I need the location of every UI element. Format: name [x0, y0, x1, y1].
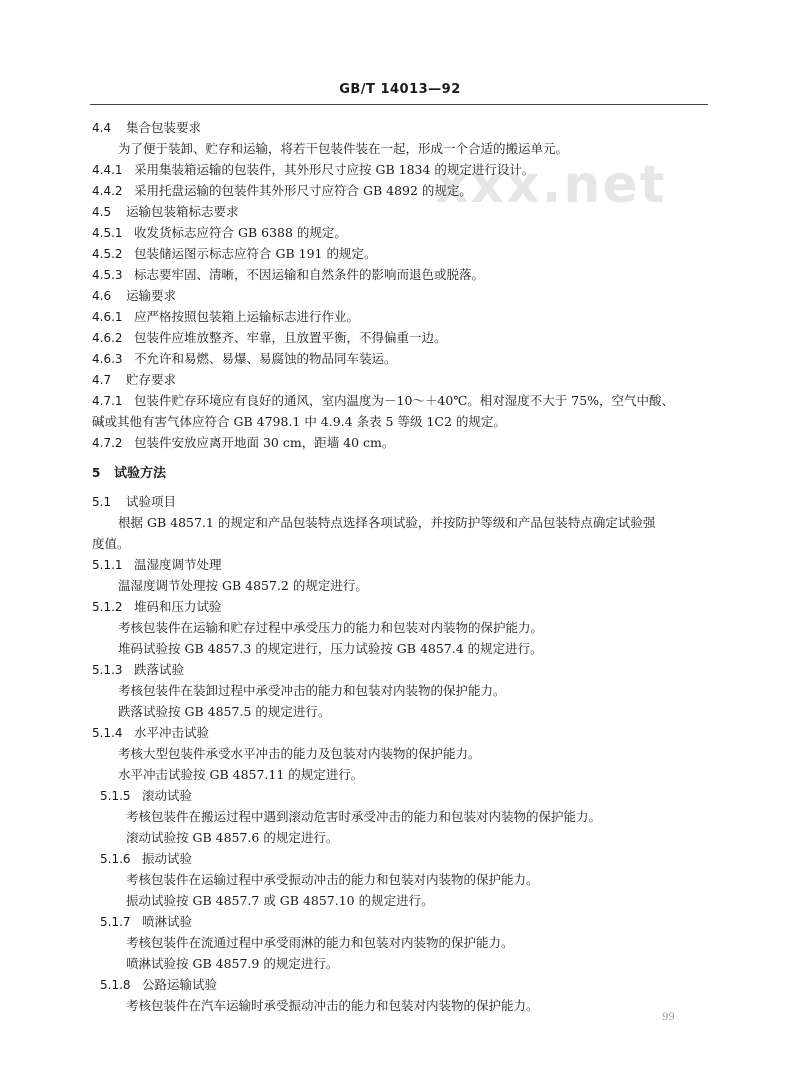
clause-text: 考核包装件在流通过程中承受雨淋的能力和包装对内装物的保护能力。	[126, 935, 514, 950]
clause-text: 4.5.2 包装储运图示标志应符合 GB 191 的规定。	[92, 246, 377, 261]
clause-text: 碱或其他有害气体应符合 GB 4798.1 中 4.9.4 条表 5 等级 1C2 的规定。	[92, 414, 506, 429]
clause-text: 根据 GB 4857.1 的规定和产品包装特点选择各项试验，并按防护等级和产品包装特点确定试验强	[118, 515, 656, 530]
clause-text: 温湿度调节处理按 GB 4857.2 的规定进行。	[118, 578, 368, 593]
clause-text: 喷淋试验按 GB 4857.9 的规定进行。	[126, 956, 339, 971]
clause-text: 4.6.1 应严格按照包装箱上运输标志进行作业。	[92, 309, 360, 324]
clause-text: 滚动试验按 GB 4857.6 的规定进行。	[126, 830, 339, 845]
clause-heading: 5.1.2 堆码和压力试验	[92, 599, 222, 614]
clause-heading: 5.1.1 温湿度调节处理	[92, 557, 222, 572]
clause-heading: 4.7 贮存要求	[92, 372, 177, 387]
clause-text: 考核大型包装件承受水平冲击的能力及包装对内装物的保护能力。	[118, 746, 481, 761]
document-header: GB/T 14013—92	[339, 82, 461, 97]
header-rule	[90, 104, 708, 105]
clause-heading: 4.5 运输包装箱标志要求	[92, 204, 239, 219]
clause-heading: 4.4 集合包装要求	[92, 120, 202, 135]
clause-text: 4.5.3 标志要牢固、清晰，不因运输和自然条件的影响而退色或脱落。	[92, 267, 485, 282]
clause-heading: 5.1.5 滚动试验	[100, 788, 193, 803]
clause-text: 考核包装件在搬运过程中遇到滚动危害时承受冲击的能力和包装对内装物的保护能力。	[126, 809, 602, 824]
clause-heading: 5.1 试验项目	[92, 494, 177, 509]
clause-heading: 5.1.8 公路运输试验	[100, 977, 218, 992]
clause-text: 4.5.1 收发货标志应符合 GB 6388 的规定。	[92, 225, 347, 240]
clause-text: 振动试验按 GB 4857.7 或 GB 4857.10 的规定进行。	[126, 893, 434, 908]
clause-text: 考核包装件在装卸过程中承受冲击的能力和包装对内装物的保护能力。	[118, 683, 506, 698]
watermark: xxx.net	[435, 155, 667, 215]
clause-text: 度值。	[92, 536, 130, 551]
clause-text: 考核包装件在运输过程中承受振动冲击的能力和包装对内装物的保护能力。	[126, 872, 539, 887]
clause-text: 水平冲击试验按 GB 4857.11 的规定进行。	[118, 767, 364, 782]
page-number: 99	[662, 1012, 675, 1023]
clause-text: 跌落试验按 GB 4857.5 的规定进行。	[118, 704, 331, 719]
clause-text: 4.4.1 采用集装箱运输的包装件，其外形尺寸应按 GB 1834 的规定进行设计。	[92, 162, 535, 177]
clause-text: 考核包装件在运输和贮存过程中承受压力的能力和包装对内装物的保护能力。	[118, 620, 544, 635]
clause-heading: 5.1.3 跌落试验	[92, 662, 185, 677]
clause-text: 4.7.1 包装件贮存环境应有良好的通风，室内温度为－10～＋40℃。相对湿度不大于 75%，空气中酸、	[92, 393, 675, 408]
clause-text: 堆码试验按 GB 4857.3 的规定进行，压力试验按 GB 4857.4 的规定进行。	[118, 641, 543, 656]
clause-heading: 4.6 运输要求	[92, 288, 177, 303]
clause-text: 4.6.2 包装件应堆放整齐、牢靠，且放置平衡，不得偏重一边。	[92, 330, 447, 345]
clause-text: 4.4.2 采用托盘运输的包装件其外形尺寸应符合 GB 4892 的规定。	[92, 183, 472, 198]
clause-text: 4.7.2 包装件安放应离开地面 30 cm，距墙 40 cm。	[92, 435, 395, 450]
section-heading: 5 试验方法	[92, 466, 167, 481]
clause-heading: 5.1.7 喷淋试验	[100, 914, 193, 929]
clause-heading: 5.1.6 振动试验	[100, 851, 193, 866]
clause-text: 4.6.3 不允许和易燃、易爆、易腐蚀的物品同车装运。	[92, 351, 397, 366]
clause-heading: 5.1.4 水平冲击试验	[92, 725, 210, 740]
clause-text: 为了便于装卸、贮存和运输，将若干包装件装在一起，形成一个合适的搬运单元。	[118, 141, 569, 156]
clause-text: 考核包装件在汽车运输时承受振动冲击的能力和包装对内装物的保护能力。	[126, 998, 539, 1013]
